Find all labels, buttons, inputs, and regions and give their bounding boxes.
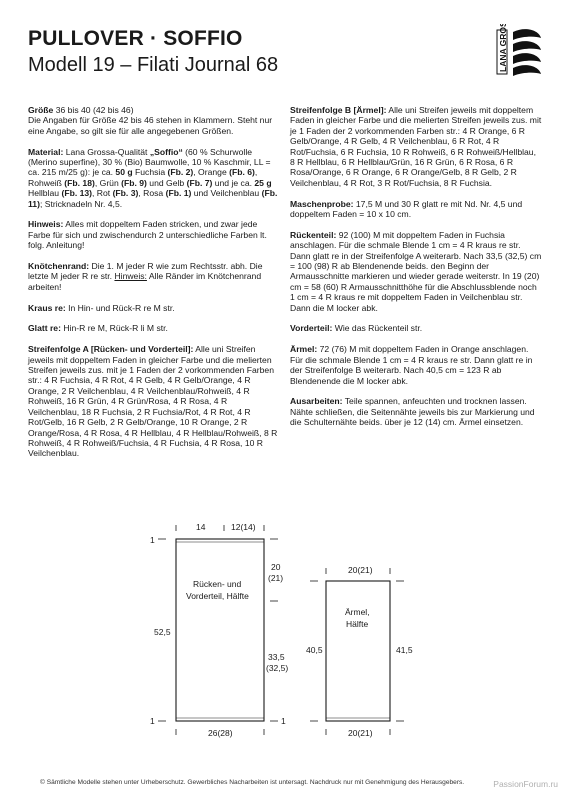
watermark: PassionForum.ru [493, 779, 558, 789]
body-top-band-marker: 1 [150, 535, 155, 545]
body-armhole-measure-alt: (21) [268, 573, 284, 583]
sleeve-right-measure: 41,5 [396, 645, 413, 655]
back-paragraph: Rückenteil: 92 (100) M mit doppeltem Faden in Fuchsia anschlagen. Für die schmale Blende 1 cm = 4 R kraus re str. Dann glatt re in der Streifenfolge A weiterarb. Nach 33,5 (32,5) cm = 100 (98) R ab Blendenende beids. den Beginn der Armausschnitte markieren und wieder gerade weiterstr. In 19 (20) cm = 58 (60) R Armausschnitthöhe für die Abschlussblende noch 1 cm = 4 R kraus re mit doppeltem Faden in Veilchenblau str. Dann die M locker abk. [290, 229, 542, 313]
body-side-measure: 33,5 [268, 652, 285, 662]
body-bottom-measure: 26(28) [208, 728, 233, 738]
sleeve-piece-label: Ärmel, [345, 607, 370, 617]
material-paragraph: Material: Lana Grossa-Qualität „Soffio“ (60 % Schurwolle (Merino superfine), 30 % (Bio) Baumwolle, 10 % Kaschmir, LL = ca. 215 m/25 g): je ca. 50 g Fuchsia (Fb. 2), Orange (Fb. 6), Rohweiß (Fb. 18), Grün (Fb. 9) und Gelb (Fb. 7) und je ca. 25 g Hellblau (Fb. 13), Rot (Fb. 3), Rosa (Fb. 1) und Veilchenblau (Fb. 11); Stricknadeln Nr. 4,5. [28, 146, 278, 209]
sleeve-top-measure: 20(21) [348, 565, 373, 575]
body-schematic [158, 525, 278, 735]
body-side-measure-alt: (32,5) [266, 663, 289, 673]
selvedge-paragraph: Knötchenrand: Die 1. M jeder R wie zum Rechtsstr. abh. Die letzte M jeder R re str. Hinweis: Alle Ränder im Knötchenrand arbeiten! [28, 261, 263, 292]
sleeve-schematic [310, 568, 404, 735]
stripe-sequence-b-paragraph: Streifenfolge B [Ärmel]: Alle uni Streifen jeweils mit doppeltem Faden in gleicher Farbe und die melierten Streifen jeweils zus. mit je 1 Faden der 2 vorkommenden Farben str.: 4 R Orange, 6 R Gelb/Orange, 4 R Gelb, 4 R Veilchenblau, 6 R Rot, 4 R Rot/Fuchsia, 6 R Fuchsia, 10 R Rohweiß, 6 R Rohweiß/Hellblau, 8 R Hellblau, 6 R Hellblau/Grün, 16 R Grün, 6 R Rosa, 6 R Rosa/Orange, 6 R Orange, 6 R Orange/Gelb, 8 R Gelb, 2 R Veilchenblau, 4 R Rot, 3 R Rot/Fuchsia, 8 R Fuchsia. [290, 105, 542, 188]
stripe-sequence-a-paragraph: Streifenfolge A [Rücken- und Vorderteil]: Alle uni Streifen jeweils mit doppeltem Faden in gleicher Farbe und die melierten Streifen jeweils zus. mit je 1 Faden der 2 vorkommenden Farben str.: 4 R Fuchsia, 4 R Rot, 4 R Gelb, 4 R Gelb/Orange, 4 R Orange, 2 R Veilchenblau, 4 R Veilchenblau/Rohweiß, 4 R Rohweiß, 16 R Grün, 4 R Grün/Rosa, 4 R Rosa, 4 R Veilchenblau, 18 R Fuchsia, 2 R Fuchsia/Rot, 4 R Rot, 4 R Rot/Gelb, 16 R Gelb, 2 R Gelb/Orange, 10 R Orange, 2 R Orange/Rosa, 4 R Rosa, 4 R Hellblau, 4 R Hellblau/Rohweiß, 8 R Rohweiß, 4 R Rohweiß/Fuchsia, 4 R Fuchsia, 4 R Rosa, 10 R Veilchenblau. [28, 344, 278, 459]
body-bottom-band-marker-left: 1 [150, 716, 155, 726]
body-piece-label: Rücken- und [193, 579, 242, 589]
body-top-left-measure: 14 [196, 522, 206, 532]
pattern-title: PULLOVER · SOFFIO [28, 27, 243, 50]
body-piece-label-2: Vorderteil, Hälfte [186, 591, 249, 601]
logo-lettering: LANA GROSSA [498, 24, 508, 72]
pattern-subtitle: Modell 19 – Filati Journal 68 [28, 54, 279, 76]
sleeve-piece-label-2: Hälfte [346, 619, 369, 629]
stockinette-paragraph: Glatt re: Hin-R re M, Rück-R li M str. [28, 323, 168, 334]
sleeve-left-measure: 40,5 [306, 645, 323, 655]
sleeve-paragraph: Ärmel: 72 (76) M mit doppeltem Faden in Orange anschlagen. Für die schmale Blende 1 cm = 4 R kraus re str. Dann glatt re in der Streifenfolge B weiterarb. Nach 40,5 cm = 123 R ab Blendenende die M locker abk. [290, 344, 533, 386]
note-paragraph: Hinweis: Alles mit doppeltem Faden stricken, und zwar jede Farbe für sich und zwischendurch 2 unterschiedliche Farben lt. folg. Anleitung! [28, 219, 267, 251]
gauge-paragraph: Maschenprobe: 17,5 M und 30 R glatt re mit Nd. Nr. 4,5 und doppeltem Faden = 10 x 10 cm. [290, 198, 523, 220]
garter-paragraph: Kraus re: In Hin- und Rück-R re M str. [28, 302, 175, 313]
sleeve-bottom-measure: 20(21) [348, 728, 373, 738]
finishing-paragraph: Ausarbeiten: Teile spannen, anfeuchten und trocknen lassen. Nähte schließen, die Seitennähte jeweils bis zur Markierung und die Schulternähte beids. über je 12 (14) cm. Ärmel einsetzen. [290, 396, 535, 428]
schematic-diagram [0, 515, 566, 755]
copyright-footer: © Sämtliche Modelle stehen unter Urheberschutz. Gewerbliches Nacharbeiten ist untersagt. Nachdruck nur mit Genehmigung des Herausgebers. [40, 779, 465, 786]
lana-grossa-logo [495, 24, 543, 84]
instructions-right-column [290, 105, 542, 438]
instructions-left-column [28, 105, 278, 469]
size-paragraph: Größe 36 bis 40 (42 bis 46) Die Angaben für Größe 42 bis 46 stehen in Klammern. Steht nur eine Angabe, so gilt sie für alle angegebenen Größen. [28, 105, 273, 136]
body-height-measure: 52,5 [154, 627, 171, 637]
front-paragraph: Vorderteil: Wie das Rückenteil str. [290, 323, 423, 334]
body-top-right-measure: 12(14) [231, 522, 256, 532]
body-armhole-measure: 20 [271, 562, 281, 572]
body-bottom-band-marker-right: 1 [281, 716, 286, 726]
